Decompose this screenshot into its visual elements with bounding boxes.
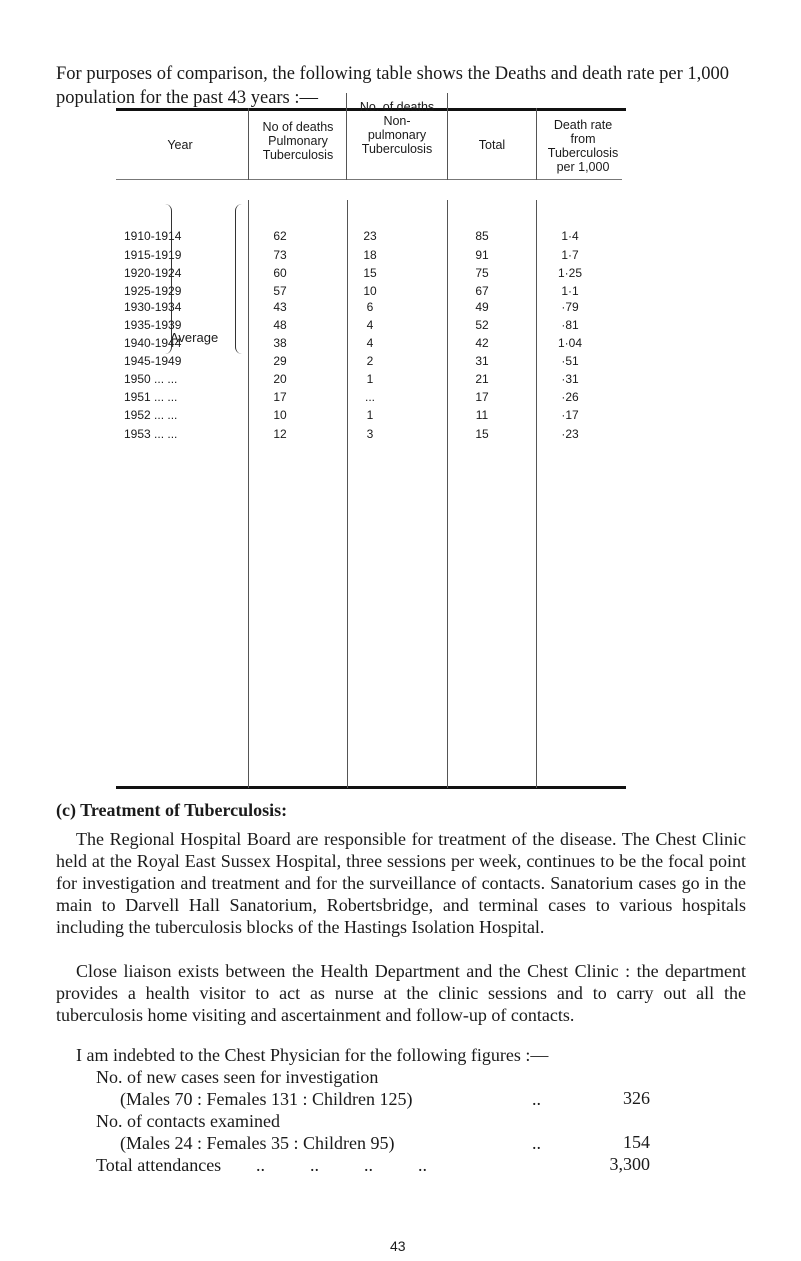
cell-rate: 1·04 (557, 336, 583, 350)
cell-rate: ·23 (561, 427, 579, 441)
cell-nonpulmonary: 10 (363, 284, 377, 298)
cell-rate: 1·7 (561, 248, 579, 262)
cell-nonpulmonary: 2 (366, 354, 374, 368)
cell-rate: ·26 (561, 390, 579, 404)
figure-line: Total attendances (96, 1155, 222, 1175)
col-divider (248, 200, 249, 788)
cell-pulmonary: 12 (273, 427, 287, 441)
cell-total: 15 (475, 427, 489, 441)
section-c-paragraph-1: The Regional Hospital Board are responsible for treatment of the disease. The Chest Clinic held at the Royal East Sussex Hospital, three sessions per week, continues to be the focal point for investigation and treatment and for the surveillance of contacts. Sanatorium cases go in the main to Darvell Hall Sanatorium, Robertsbridge, and terminal cases to various hospitals including the tuberculosis blocks of the Hastings Isolation Hospital. (56, 829, 746, 937)
cell-rate: 1·1 (561, 284, 579, 298)
table-header-rule (116, 179, 622, 180)
cell-total: 17 (475, 390, 489, 404)
cell-total: 67 (475, 284, 489, 298)
cell-pulmonary: 62 (273, 229, 287, 243)
section-c-paragraph-3: I am indebted to the Chest Physician for the following figures :— (76, 1045, 549, 1065)
cell-total: 42 (475, 336, 489, 350)
col-divider (536, 108, 537, 180)
cell-year: 1952 ... ... (124, 408, 178, 422)
col-divider (447, 200, 448, 788)
col-divider (536, 200, 537, 788)
cell-total: 85 (475, 229, 489, 243)
cell-nonpulmonary: 3 (366, 427, 374, 441)
cell-pulmonary: 57 (273, 284, 287, 298)
cell-year: 1915-1919 (124, 248, 182, 262)
figure-value: 3,300 (609, 1154, 650, 1174)
cell-nonpulmonary: 4 (366, 318, 374, 332)
header-pulmonary: No of deaths Pulmonary Tuberculosis (262, 120, 334, 162)
cell-pulmonary: 10 (273, 408, 287, 422)
section-c-paragraph-2: Close liaison exists between the Health Department and the Chest Clinic : the department provides a health visitor to act as nurse at the clinic sessions and to carry out all the tuberculosis home visiting and ascertainment and follow-up of contacts. (56, 961, 746, 1025)
cell-nonpulmonary: 23 (363, 229, 377, 243)
cell-year: 1930-1934 (124, 300, 182, 314)
cell-total: 11 (475, 408, 489, 422)
cell-total: 31 (475, 354, 489, 368)
figure-value: 154 (623, 1132, 650, 1152)
cell-rate: ·81 (561, 318, 579, 332)
cell-pulmonary: 29 (273, 354, 287, 368)
cell-year: 1910-1914 (124, 229, 182, 243)
cell-nonpulmonary: 4 (366, 336, 374, 350)
figure-dots: .. .. .. .. (256, 1155, 427, 1175)
figure-dots: .. (532, 1133, 541, 1153)
cell-total: 49 (475, 300, 489, 314)
cell-nonpulmonary: 1 (366, 408, 374, 422)
cell-pulmonary: 17 (273, 390, 287, 404)
page-number: 43 (390, 1238, 406, 1254)
cell-year: 1951 ... ... (124, 390, 178, 404)
cell-rate: 1·4 (561, 229, 579, 243)
average-brace-right (235, 204, 242, 354)
cell-total: 52 (475, 318, 489, 332)
cell-pulmonary: 38 (273, 336, 287, 350)
cell-rate: ·31 (561, 372, 579, 386)
section-c-heading: (c) Treatment of Tuberculosis: (56, 800, 288, 820)
cell-total: 91 (475, 248, 489, 262)
figure-dots: .. (532, 1089, 541, 1109)
cell-nonpulmonary: ... (364, 390, 375, 404)
cell-rate: ·17 (561, 408, 579, 422)
cell-pulmonary: 60 (273, 266, 287, 280)
cell-rate: ·51 (561, 354, 579, 368)
cell-total: 21 (475, 372, 489, 386)
cell-year: 1940-1944 (124, 336, 182, 350)
cell-nonpulmonary: 15 (363, 266, 377, 280)
figure-line: (Males 24 : Females 35 : Children 95) (120, 1133, 395, 1153)
cell-nonpulmonary: 6 (366, 300, 374, 314)
col-divider (248, 108, 249, 180)
cell-pulmonary: 48 (273, 318, 287, 332)
header-nonpulmonary: No. of deaths Non- pulmonary Tuberculosis (359, 100, 435, 156)
cell-year: 1950 ... ... (124, 372, 178, 386)
average-label: Average (170, 330, 219, 345)
figure-line: (Males 70 : Females 131 : Children 125) (120, 1089, 413, 1109)
cell-total: 75 (475, 266, 489, 280)
header-total: Total (478, 138, 506, 152)
cell-year: 1953 ... ... (124, 427, 178, 441)
cell-rate: ·79 (561, 300, 579, 314)
figure-line: No. of contacts examined (96, 1111, 280, 1131)
cell-nonpulmonary: 1 (366, 372, 374, 386)
cell-pulmonary: 73 (273, 248, 287, 262)
intro-text: For purposes of comparison, the following table shows the Deaths and death rate per 1,000 population for the past 43 years :— (56, 64, 730, 108)
col-divider (447, 93, 448, 180)
figure-value: 326 (623, 1088, 650, 1108)
cell-nonpulmonary: 18 (363, 248, 377, 262)
cell-year: 1935-1939 (124, 318, 182, 332)
cell-pulmonary: 43 (273, 300, 287, 314)
header-year: Year (167, 138, 193, 152)
header-rate: Death rate from Tuberculosis per 1,000 (547, 118, 619, 174)
cell-year: 1945-1949 (124, 354, 182, 368)
cell-year: 1925-1929 (124, 284, 182, 298)
cell-year: 1920-1924 (124, 266, 182, 280)
cell-pulmonary: 20 (273, 372, 287, 386)
cell-rate: 1·25 (557, 266, 583, 280)
table-bottom-rule (116, 786, 626, 789)
col-divider (346, 93, 347, 180)
figure-line: No. of new cases seen for investigation (96, 1067, 379, 1087)
